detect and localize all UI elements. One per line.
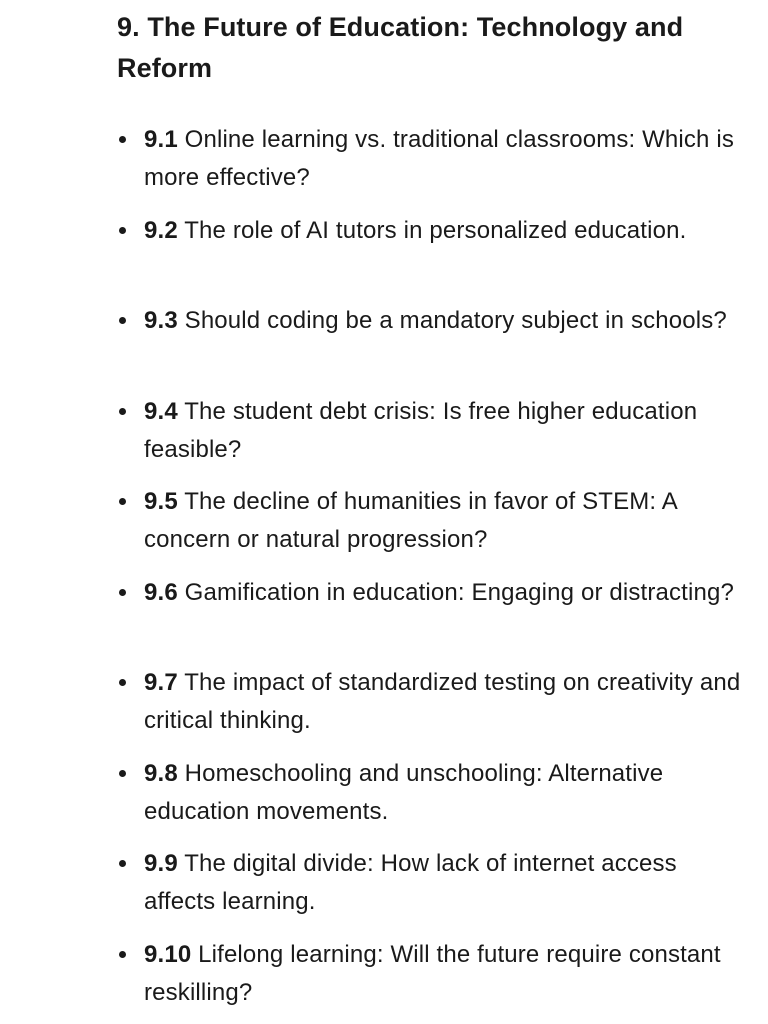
topic-number: 9.3 — [144, 307, 178, 334]
topic-text: Should coding be a mandatory subject in schools? — [184, 307, 727, 334]
bullet-icon — [119, 589, 126, 596]
list-item — [117, 664, 747, 755]
topic-text: The decline of humanities in favor of STEM: A concern or natural progression? — [144, 488, 677, 553]
bullet-icon — [119, 317, 126, 324]
topic-list — [117, 121, 747, 1024]
topic-number: 9.2 — [144, 216, 178, 244]
topic-number: 9.9 — [144, 850, 178, 877]
topic-number: 9.8 — [144, 759, 178, 787]
list-item — [117, 212, 747, 303]
section-header — [117, 0, 747, 89]
bullet-icon — [119, 408, 126, 415]
topic-text: The digital divide: How lack of internet access affects learning. — [144, 850, 677, 915]
bullet-icon — [119, 498, 126, 505]
topic-number: 9.6 — [144, 578, 178, 606]
topic-text: Gamification in education: Engaging or distracting? — [184, 578, 734, 606]
topic-number: 9.7 — [144, 669, 178, 696]
topic-text: The student debt crisis: Is free higher education feasible? — [144, 397, 698, 463]
topic-text: Online learning vs. traditional classrooms: Which is more effective? — [144, 126, 735, 191]
bullet-icon — [119, 136, 126, 143]
list-item — [117, 936, 747, 1024]
bullet-icon — [119, 951, 126, 958]
bullet-icon — [119, 227, 126, 234]
list-item — [117, 121, 747, 212]
list-item — [117, 755, 747, 846]
bullet-icon — [119, 860, 126, 867]
list-item — [117, 574, 747, 665]
section-title: 9. The Future of Education: Technology and Reform — [117, 12, 684, 83]
topic-number: 9.10 — [144, 940, 192, 968]
topic-text: The impact of standardized testing on creativity and critical thinking. — [144, 669, 741, 734]
list-item — [117, 302, 747, 393]
topic-number: 9.1 — [144, 126, 178, 153]
list-item — [117, 483, 747, 574]
topic-text: Homeschooling and unschooling: Alternative education movements. — [144, 759, 664, 825]
bullet-icon — [119, 770, 126, 777]
list-item — [117, 393, 747, 484]
topic-number: 9.4 — [144, 397, 178, 425]
bullet-icon — [119, 679, 126, 686]
topic-text: Lifelong learning: Will the future require constant reskilling? — [144, 940, 721, 1006]
list-item — [117, 845, 747, 936]
topic-text: The role of AI tutors in personalized education. — [184, 216, 687, 244]
topic-number: 9.5 — [144, 488, 178, 515]
